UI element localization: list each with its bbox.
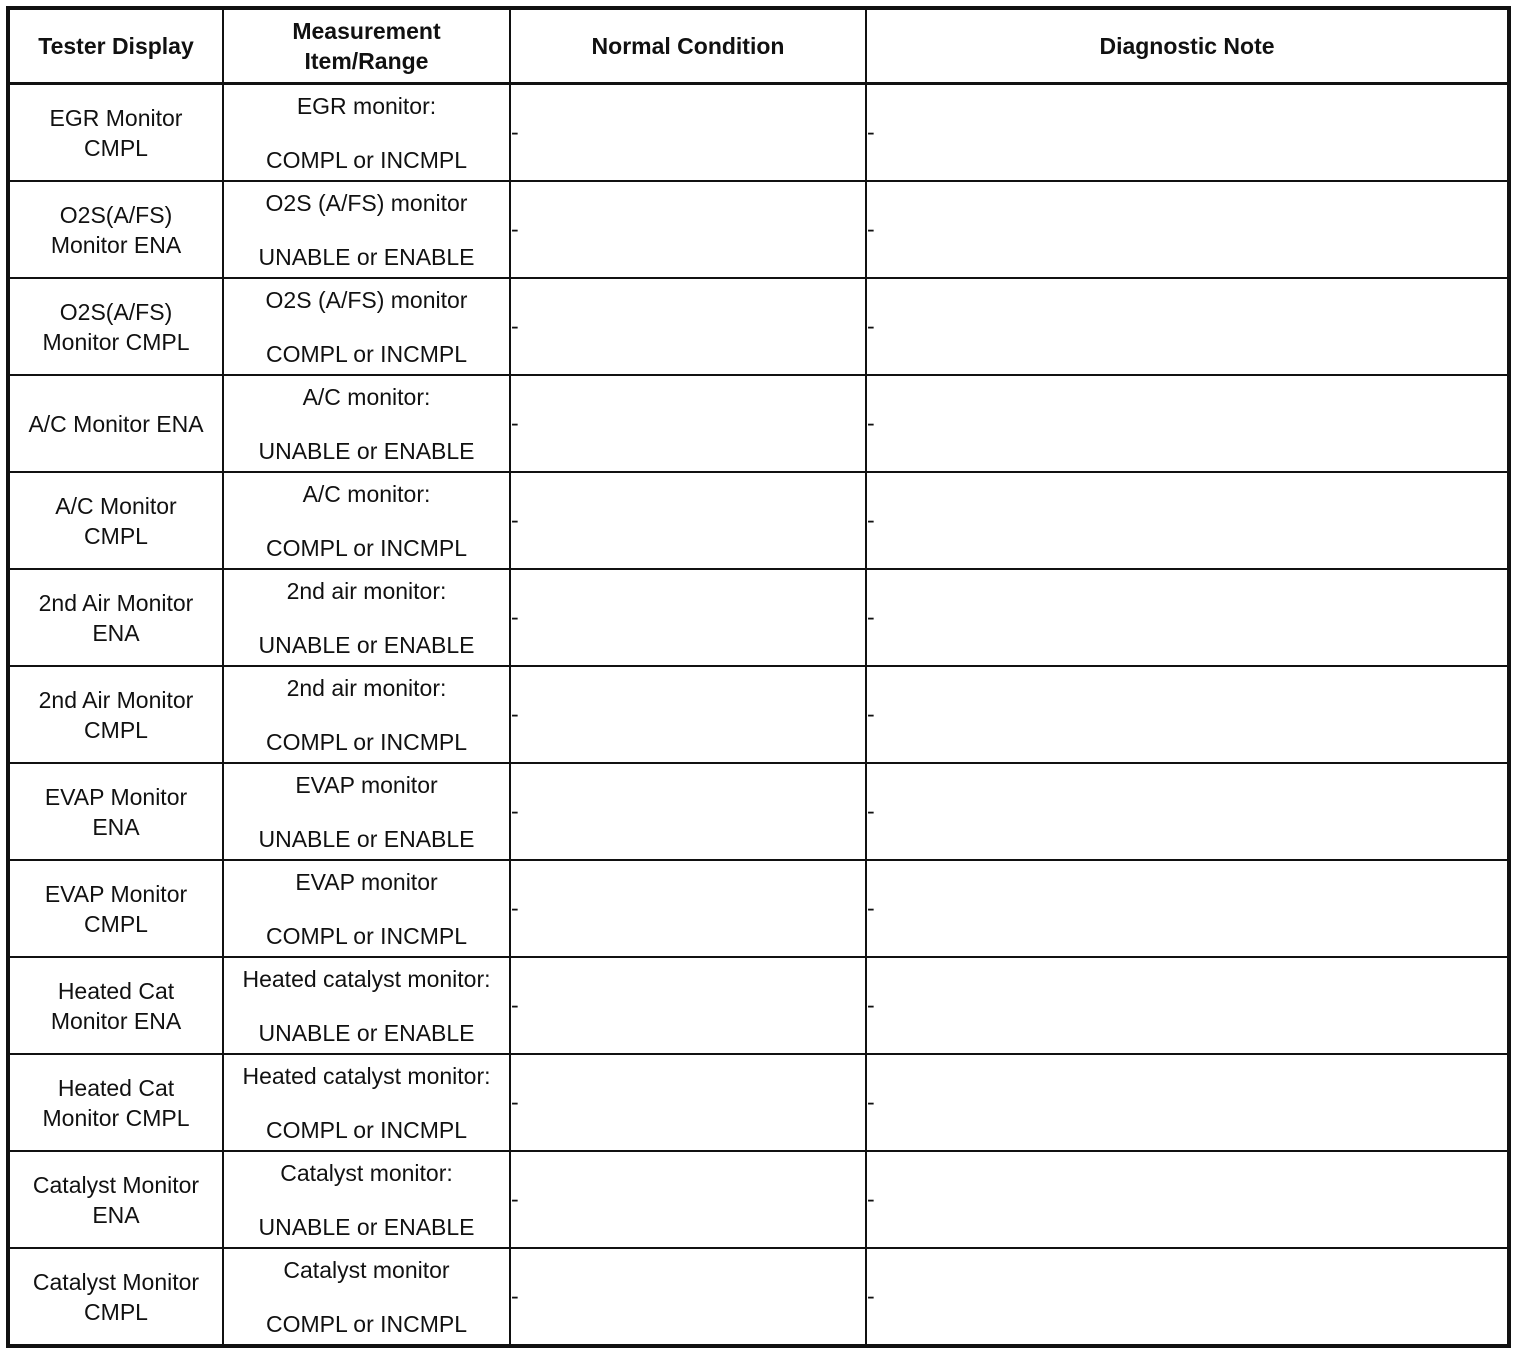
- measurement-item-cell: [223, 472, 510, 569]
- measurement-item-cell: [223, 278, 510, 375]
- measurement-item-cell: [223, 1054, 510, 1151]
- tester-display-cell: [8, 1248, 223, 1346]
- measurement-range-text: UNABLE or ENABLE: [258, 1019, 475, 1046]
- header-row: [8, 8, 1509, 84]
- tester-display-text: EVAP Monitor CMPL: [44, 880, 188, 937]
- normal-condition-cell: -: [510, 666, 866, 763]
- diagnostic-note-cell: -: [866, 1248, 1509, 1346]
- table-row: [8, 763, 1509, 860]
- measurement-range-text: UNABLE or ENABLE: [258, 825, 475, 852]
- table-row: [8, 181, 1509, 278]
- diagnostic-note-cell: -: [866, 1151, 1509, 1248]
- measurement-item-cell: [223, 375, 510, 472]
- diagnostic-note-cell: -: [866, 278, 1509, 375]
- tester-display-cell: [8, 278, 223, 375]
- measurement-item-text: A/C monitor:: [302, 383, 431, 410]
- measurement-range-text: COMPL or INCMPL: [265, 340, 468, 367]
- diagnostic-note-cell: -: [866, 860, 1509, 957]
- tester-display-text: O2S(A/FS) Monitor ENA: [50, 201, 182, 258]
- normal-condition-cell: -: [510, 84, 866, 182]
- measurement-item-text: Catalyst monitor:: [280, 1159, 453, 1186]
- tester-display-text: Catalyst Monitor ENA: [32, 1171, 200, 1228]
- diagnostic-note-cell: -: [866, 957, 1509, 1054]
- measurement-item-cell: [223, 1151, 510, 1248]
- measurement-item-text: Heated catalyst monitor:: [242, 965, 491, 992]
- table-row: [8, 278, 1509, 375]
- measurement-item-cell: [223, 181, 510, 278]
- diagnostic-note-cell: -: [866, 1054, 1509, 1151]
- header-normal-condition: Normal Condition: [510, 8, 866, 84]
- tester-display-text: Heated Cat Monitor CMPL: [42, 1074, 190, 1131]
- measurement-item-text: Catalyst monitor: [283, 1256, 450, 1283]
- measurement-range-text: COMPL or INCMPL: [265, 728, 468, 755]
- normal-condition-cell: -: [510, 860, 866, 957]
- tester-display-text: O2S(A/FS) Monitor CMPL: [42, 298, 190, 355]
- measurement-range-text: COMPL or INCMPL: [265, 1310, 468, 1337]
- measurement-item-cell: [223, 1248, 510, 1346]
- table-row: [8, 860, 1509, 957]
- diagnostic-note-cell: -: [866, 375, 1509, 472]
- measurement-item-cell: [223, 957, 510, 1054]
- header-diagnostic-note: Diagnostic Note: [866, 8, 1509, 84]
- measurement-item-text: Heated catalyst monitor:: [242, 1062, 491, 1089]
- tester-display-cell: [8, 84, 223, 182]
- tester-display-cell: [8, 957, 223, 1054]
- normal-condition-cell: -: [510, 957, 866, 1054]
- monitor-status-table: [6, 6, 1511, 1348]
- measurement-item-text: A/C monitor:: [302, 480, 431, 507]
- measurement-item-cell: [223, 860, 510, 957]
- table-row: [8, 569, 1509, 666]
- diagnostic-note-cell: -: [866, 763, 1509, 860]
- table-row: [8, 1054, 1509, 1151]
- table-row: [8, 375, 1509, 472]
- normal-condition-cell: -: [510, 1054, 866, 1151]
- diagnostic-note-cell: -: [866, 569, 1509, 666]
- normal-condition-cell: -: [510, 181, 866, 278]
- tester-display-cell: [8, 1151, 223, 1248]
- tester-display-text: A/C Monitor CMPL: [55, 492, 177, 549]
- table-body: [8, 84, 1509, 1347]
- normal-condition-cell: -: [510, 1151, 866, 1248]
- measurement-range-text: UNABLE or ENABLE: [258, 631, 475, 658]
- measurement-range-text: COMPL or INCMPL: [265, 1116, 468, 1143]
- measurement-item-text: EVAP monitor: [295, 771, 438, 798]
- header-measurement-item-range: [223, 8, 510, 84]
- tester-display-text: 2nd Air Monitor ENA: [38, 589, 194, 646]
- measurement-item-text: O2S (A/FS) monitor: [265, 286, 468, 313]
- measurement-item-cell: [223, 666, 510, 763]
- header-tester-display: Tester Display: [8, 8, 223, 84]
- tester-display-cell: [8, 860, 223, 957]
- normal-condition-cell: -: [510, 763, 866, 860]
- diagnostic-note-cell: -: [866, 472, 1509, 569]
- diagnostic-note-cell: -: [866, 181, 1509, 278]
- measurement-range-text: UNABLE or ENABLE: [258, 1213, 475, 1240]
- normal-condition-cell: -: [510, 1248, 866, 1346]
- measurement-range-text: COMPL or INCMPL: [265, 922, 468, 949]
- normal-condition-cell: -: [510, 375, 866, 472]
- measurement-item-text: O2S (A/FS) monitor: [265, 189, 468, 216]
- measurement-item-text: EVAP monitor: [295, 868, 438, 895]
- measurement-item-text: 2nd air monitor:: [286, 674, 447, 701]
- diagnostic-note-cell: -: [866, 84, 1509, 182]
- diagnostic-note-cell: -: [866, 666, 1509, 763]
- table-header: [8, 8, 1509, 84]
- measurement-item-cell: [223, 763, 510, 860]
- tester-display-cell: [8, 181, 223, 278]
- tester-display-text: Heated Cat Monitor ENA: [50, 977, 182, 1034]
- normal-condition-cell: -: [510, 569, 866, 666]
- measurement-range-text: COMPL or INCMPL: [265, 534, 468, 561]
- tester-display-cell: [8, 472, 223, 569]
- tester-display-text: A/C Monitor ENA: [28, 410, 204, 437]
- table-row: [8, 472, 1509, 569]
- table-row: [8, 957, 1509, 1054]
- measurement-item-cell: [223, 84, 510, 182]
- measurement-range-text: UNABLE or ENABLE: [258, 437, 475, 464]
- tester-display-text: EVAP Monitor ENA: [44, 783, 188, 840]
- tester-display-cell: [8, 1054, 223, 1151]
- tester-display-text: 2nd Air Monitor CMPL: [38, 686, 194, 743]
- header-measurement-label: Measurement Item/Range: [292, 18, 441, 74]
- tester-display-text: EGR Monitor CMPL: [49, 104, 183, 161]
- table-row: [8, 1151, 1509, 1248]
- table-row: [8, 1248, 1509, 1346]
- normal-condition-cell: -: [510, 278, 866, 375]
- measurement-range-text: COMPL or INCMPL: [265, 146, 468, 173]
- table-row: [8, 84, 1509, 182]
- measurement-item-text: 2nd air monitor:: [286, 577, 447, 604]
- measurement-range-text: UNABLE or ENABLE: [258, 243, 475, 270]
- tester-display-cell: [8, 763, 223, 860]
- tester-display-cell: [8, 375, 223, 472]
- tester-display-text: Catalyst Monitor CMPL: [32, 1268, 200, 1325]
- tester-display-cell: [8, 666, 223, 763]
- measurement-item-cell: [223, 569, 510, 666]
- table-row: [8, 666, 1509, 763]
- measurement-item-text: EGR monitor:: [296, 92, 437, 119]
- tester-display-cell: [8, 569, 223, 666]
- normal-condition-cell: -: [510, 472, 866, 569]
